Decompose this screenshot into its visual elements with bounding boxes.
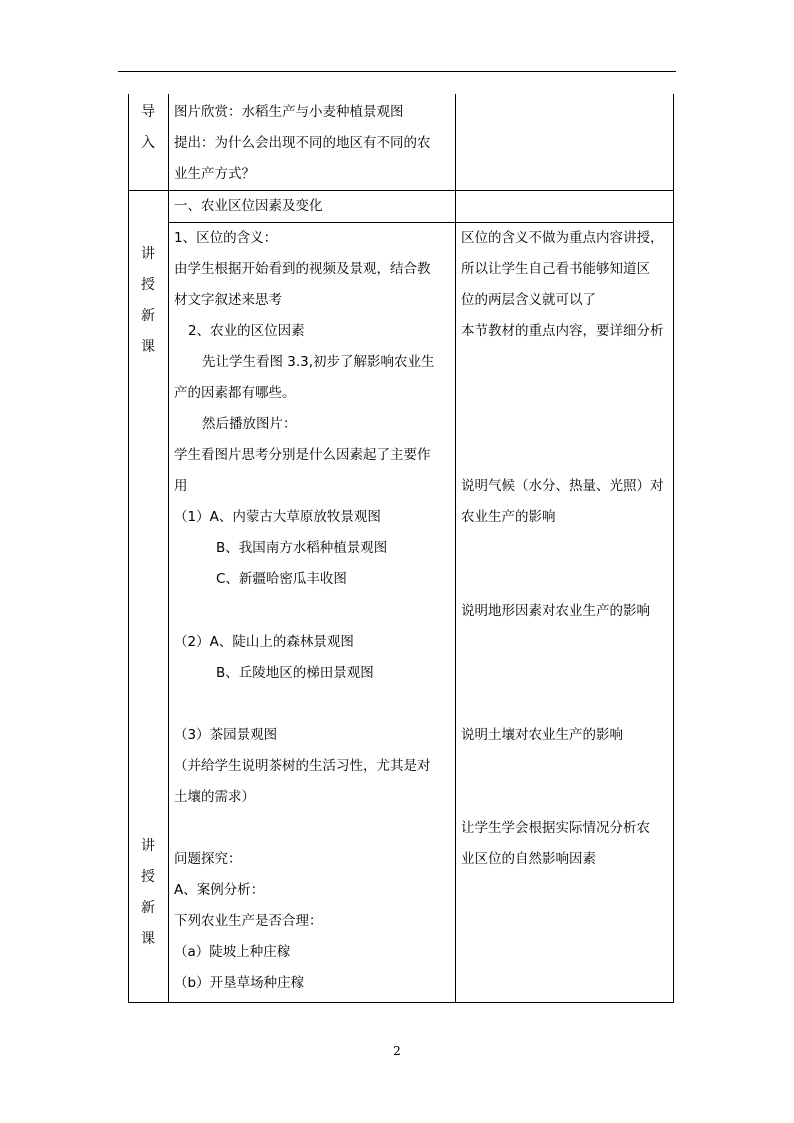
- note-line: 说明气候（水分、热量、光照）对: [461, 478, 664, 494]
- section-char: 讲: [141, 838, 155, 854]
- note-line: 所以让学生自己看书能够知道区: [461, 261, 650, 277]
- section-char: 新: [141, 308, 155, 324]
- note-line: 区位的含义不做为重点内容讲授，: [461, 230, 664, 246]
- section-char: 入: [141, 135, 155, 151]
- column-divider-2: [455, 94, 456, 1003]
- section-char: 授: [141, 869, 155, 885]
- section-char: 授: [141, 277, 155, 293]
- content-line: 学生看图片思考分别是什么因素起了主要作: [174, 447, 431, 463]
- content-line: A、案例分析：: [174, 882, 265, 898]
- content-line: 材文字叙述来思考: [174, 292, 282, 308]
- content-line: （b）开垦草场种庄稼: [174, 975, 305, 991]
- note-line: 本节教材的重点内容，要详细分析: [461, 323, 664, 339]
- section-label-intro: [128, 104, 168, 151]
- note-line: 位的两层含义就可以了: [461, 292, 596, 308]
- row-divider-intro: [128, 190, 674, 191]
- column-divider-1: [168, 94, 169, 1003]
- content-line: 2、农业的区位因素: [188, 323, 305, 339]
- content-line: 下列农业生产是否合理：: [174, 913, 323, 929]
- content-line: 然后播放图片：: [202, 416, 297, 432]
- content-line: B、丘陵地区的梯田景观图: [216, 665, 374, 681]
- content-line: 1、区位的含义：: [174, 230, 278, 246]
- intro-line: 提出：为什么会出现不同的地区有不同的农: [174, 135, 431, 151]
- section-char: 导: [141, 104, 155, 120]
- page-number: 2: [393, 1044, 401, 1058]
- content-line: （3）茶园景观图: [174, 727, 278, 743]
- content-line: （a）陡坡上种庄稼: [174, 944, 291, 960]
- section-char: 课: [141, 931, 155, 947]
- table-border-right: [673, 94, 674, 1003]
- header-rule: [118, 71, 676, 72]
- note-line: 农业生产的影响: [461, 509, 556, 525]
- content-line: 先让学生看图 3.3,初步了解影响农业生: [202, 354, 435, 370]
- table-border-bottom: [128, 1002, 674, 1003]
- section-char: 新: [141, 900, 155, 916]
- intro-line: 业生产方式？: [174, 166, 255, 182]
- content-line: 产的因素都有哪些。: [174, 385, 296, 401]
- content-line: 由学生根据开始看到的视频及景观，结合教: [174, 261, 431, 277]
- section-char: 讲: [141, 246, 155, 262]
- section-label-lecture-2: [128, 838, 168, 947]
- section-label-lecture-1: [128, 246, 168, 355]
- content-line: （2）A、陡山上的森林景观图: [174, 634, 354, 650]
- lesson-table: [128, 94, 674, 1003]
- content-line: 用: [174, 478, 188, 494]
- content-line: B、我国南方水稻种植景观图: [216, 540, 388, 556]
- content-line: 土壤的需求）: [174, 789, 255, 805]
- section-char: 课: [141, 339, 155, 355]
- note-line: 让学生学会根据实际情况分析农: [461, 820, 650, 836]
- note-line: 业区位的自然影响因素: [461, 851, 596, 867]
- content-line: （并给学生说明茶树的生活习性，尤其是对: [174, 758, 431, 774]
- content-line: 问题探究：: [174, 851, 242, 867]
- content-line: C、新疆哈密瓜丰收图: [216, 571, 347, 587]
- row-divider-heading: [168, 222, 674, 223]
- note-line: 说明土壤对农业生产的影响: [461, 727, 623, 743]
- section-heading: 一、农业区位因素及变化: [174, 198, 323, 214]
- note-line: 说明地形因素对农业生产的影响: [461, 603, 650, 619]
- intro-line: 图片欣赏：水稻生产与小麦种植景观图: [174, 104, 404, 120]
- content-line: （1）A、内蒙古大草原放牧景观图: [174, 509, 381, 525]
